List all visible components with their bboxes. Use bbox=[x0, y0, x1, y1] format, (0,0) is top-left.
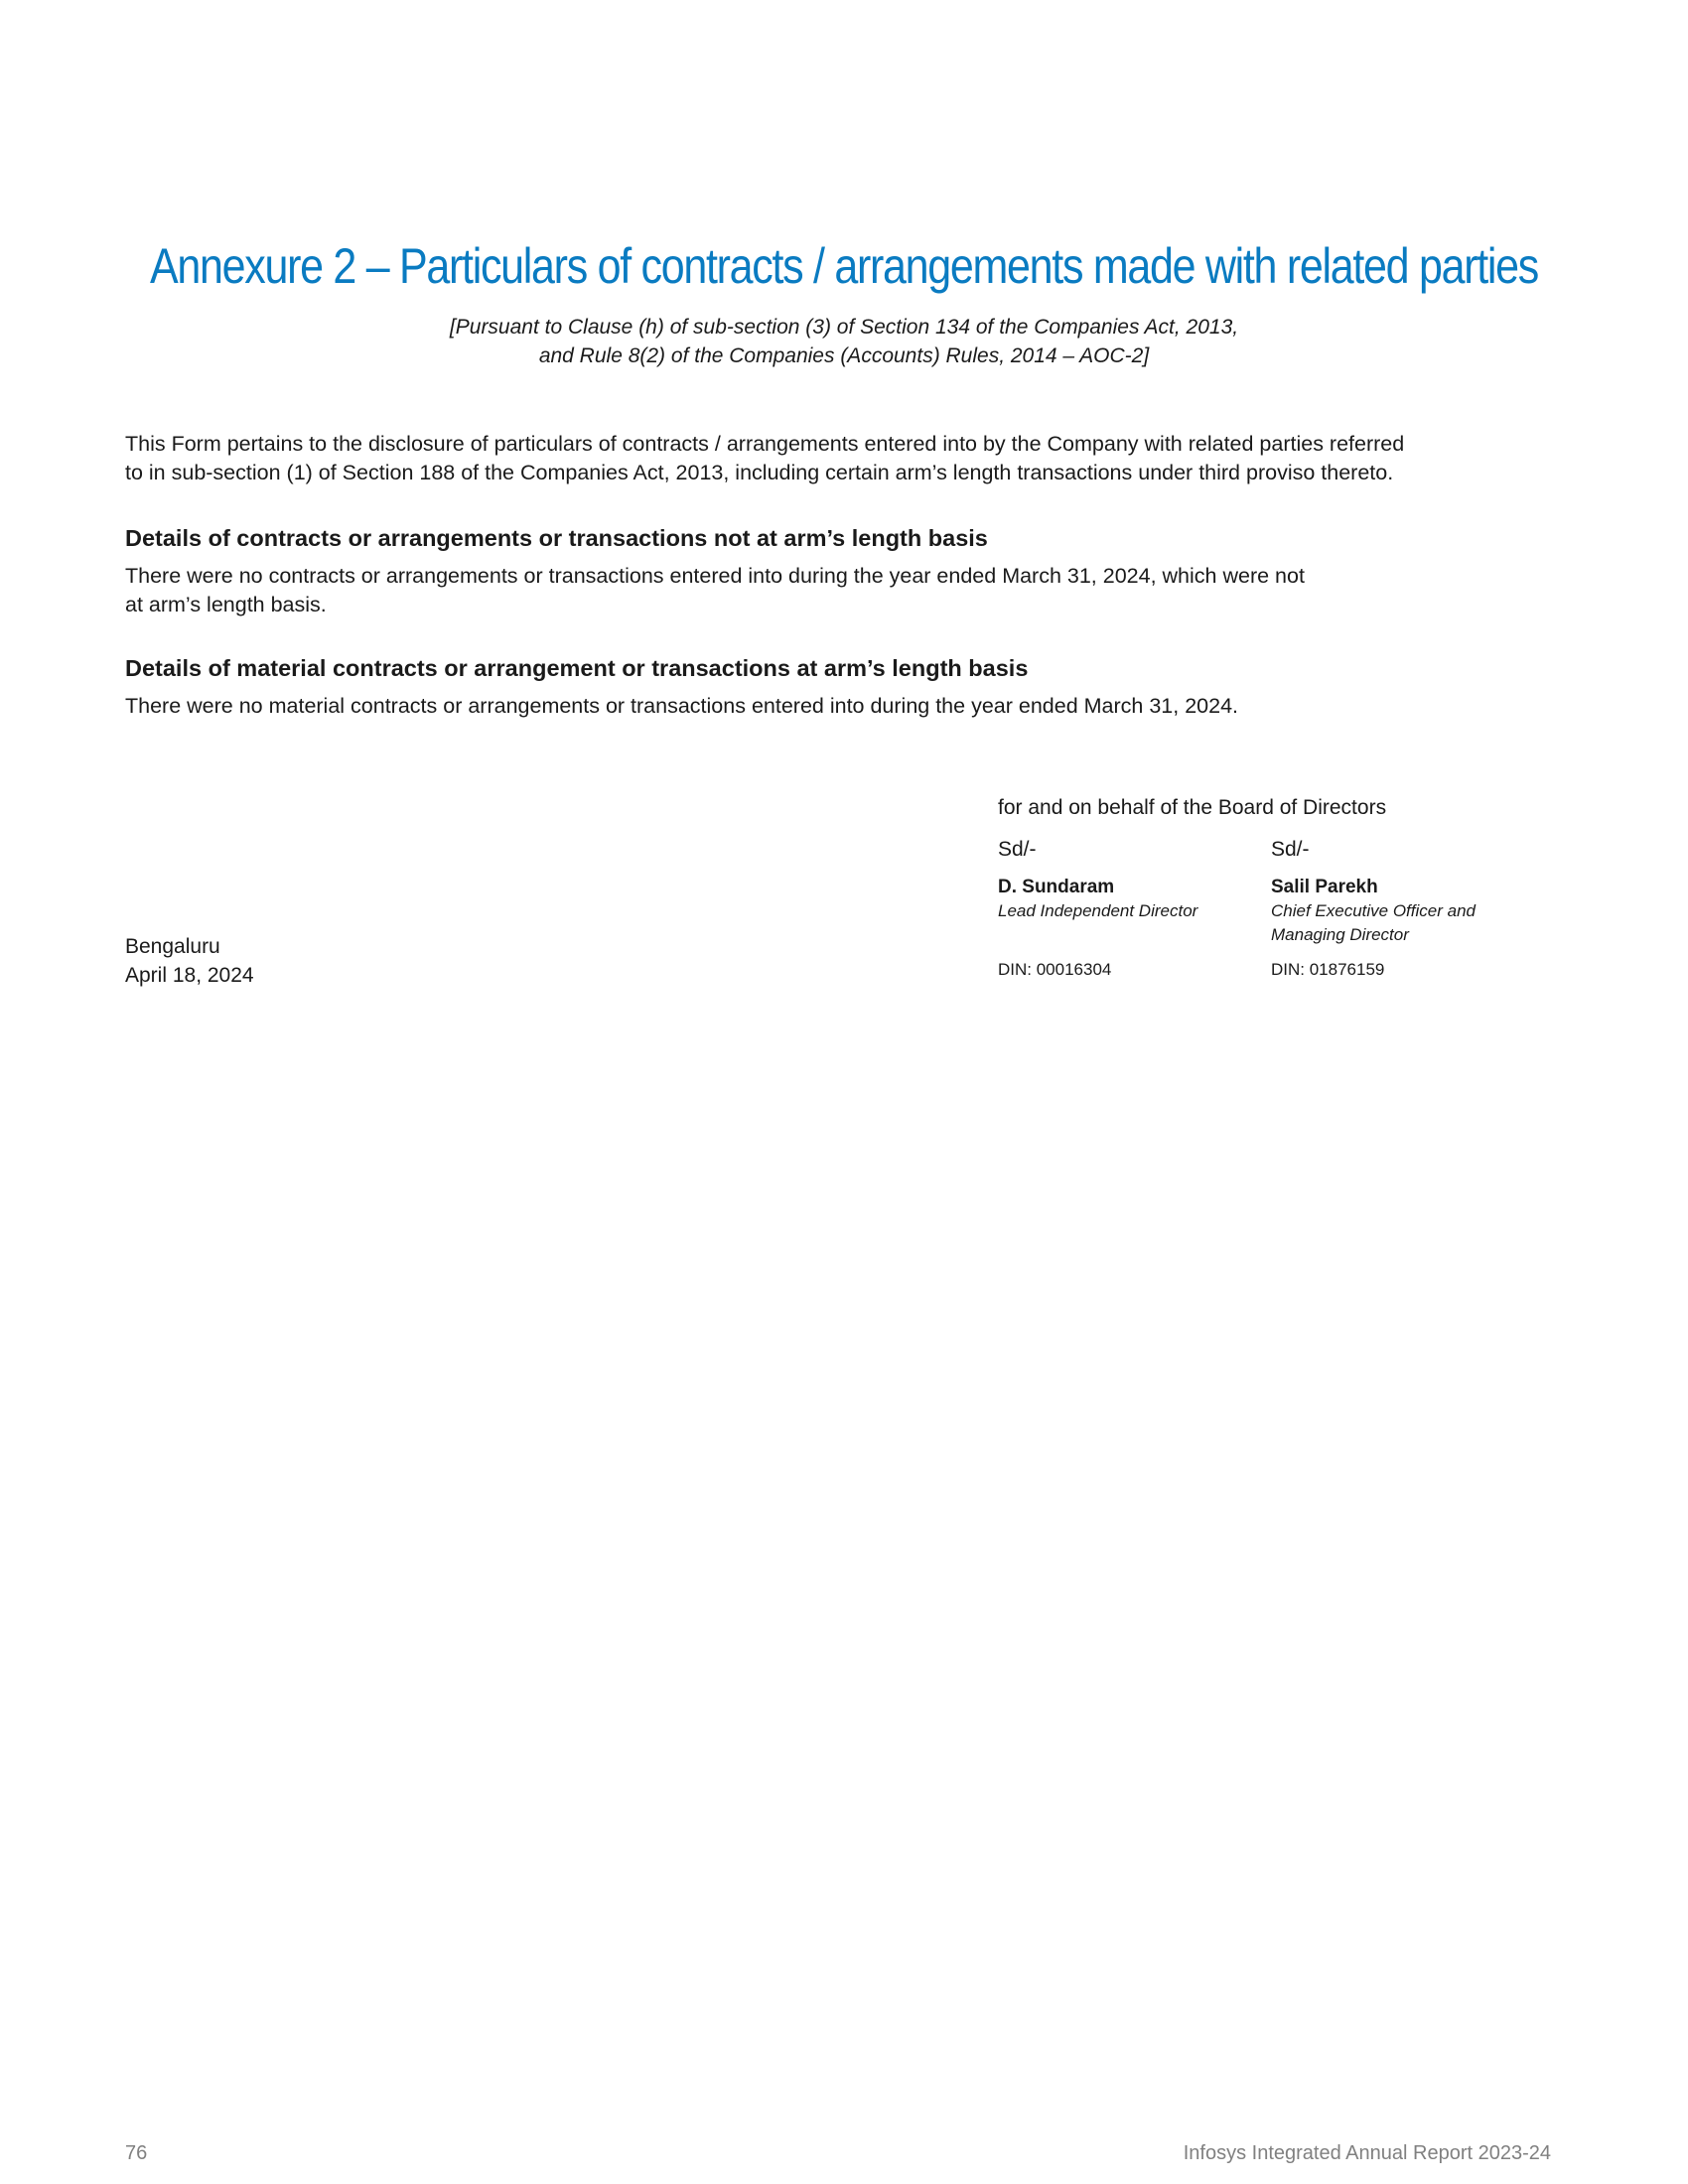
report-name: Infosys Integrated Annual Report 2023-24 bbox=[1183, 2142, 1551, 2164]
section1-line-2: at arm’s length basis. bbox=[125, 593, 327, 616]
section-body-arms-length bbox=[125, 692, 1238, 721]
subtitle bbox=[0, 313, 1688, 370]
signatory-role-line-1: Chief Executive Officer and bbox=[1271, 901, 1476, 920]
section-heading-arms-length: Details of material contracts or arrangement or transactions at arm’s length basis bbox=[125, 655, 1029, 681]
date: April 18, 2024 bbox=[125, 964, 254, 987]
page-number: 76 bbox=[125, 2142, 148, 2164]
signatory-din: DIN: 01876159 bbox=[1271, 960, 1385, 979]
signed-mark: Sd/- bbox=[1271, 838, 1310, 861]
signatory-din: DIN: 00016304 bbox=[998, 960, 1112, 979]
signatory-block-parekh bbox=[1271, 836, 1549, 979]
section-body-not-arms-length bbox=[125, 562, 1305, 619]
subtitle-line-2: and Rule 8(2) of the Companies (Accounts) Rules, 2014 – AOC-2] bbox=[538, 344, 1150, 367]
intro-line-1: This Form pertains to the disclosure of particulars of contracts / arrangements entered into by the Company with related parties referred bbox=[125, 432, 1405, 456]
intro-paragraph bbox=[125, 430, 1555, 487]
section-heading-not-arms-length: Details of contracts or arrangements or transactions not at arm’s length basis bbox=[125, 525, 988, 551]
on-behalf-of-board: for and on behalf of the Board of Directors bbox=[998, 796, 1387, 819]
signatory-block-sundaram bbox=[998, 836, 1276, 979]
place-and-date bbox=[125, 932, 254, 990]
intro-line-2: to in sub-section (1) of Section 188 of the Companies Act, 2013, including certain arm’s length transactions under third proviso thereto. bbox=[125, 461, 1394, 484]
signatory-role-line-2: Managing Director bbox=[1271, 925, 1409, 944]
section2-line-1: There were no material contracts or arrangements or transactions entered into during the year ended March 31, 2024. bbox=[125, 694, 1239, 718]
section1-line-1: There were no contracts or arrangements or transactions entered into during the year ended March 31, 2024, which were not bbox=[125, 564, 1305, 588]
signatory-name: Salil Parekh bbox=[1271, 877, 1378, 897]
page-title: Annexure 2 – Particulars of contracts / arrangements made with related parties bbox=[150, 238, 1538, 294]
signatory-name: D. Sundaram bbox=[998, 877, 1115, 897]
subtitle-line-1: [Pursuant to Clause (h) of sub-section (3) of Section 134 of the Companies Act, 2013, bbox=[449, 316, 1239, 339]
signed-mark: Sd/- bbox=[998, 838, 1037, 861]
signatory-role-line-1: Lead Independent Director bbox=[998, 901, 1198, 920]
place: Bengaluru bbox=[125, 935, 220, 958]
